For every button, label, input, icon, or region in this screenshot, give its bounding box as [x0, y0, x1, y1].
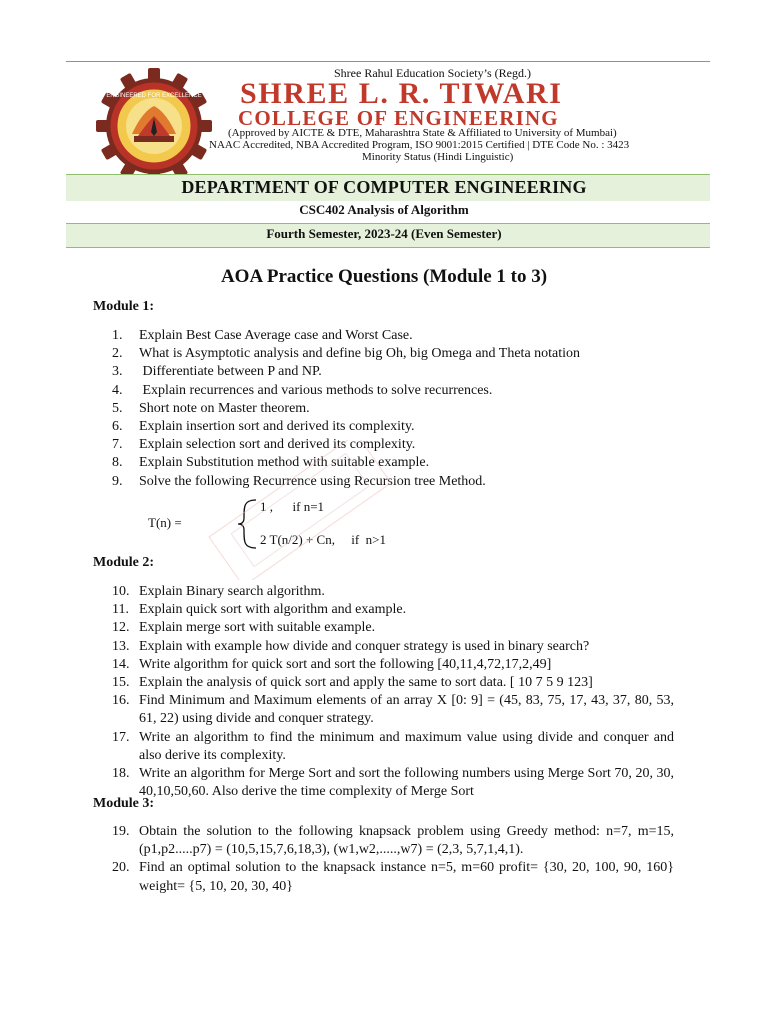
- question-item: 12. Explain merge sort with suitable example.: [112, 620, 376, 636]
- question-item: 10. Explain Binary search algorithm.: [112, 584, 325, 599]
- college-logo: [95, 67, 213, 185]
- question-item: 16. Find Minimum and Maximum elements of an array X [0: 9] = (45, 83, 75, 17, 43, 37, 80, 53, 61, 22) using divide and conquer strategy.: [112, 693, 674, 727]
- recurrence-case-1: 1 , if n=1: [260, 499, 325, 514]
- question-item: 19. Obtain the solution to the following knapsack problem using Greedy method: n=7, m=15, (p1,p2.....p7) = (10,5,15,7,6,18,3), (w1,w2,.....,w7) = (2,3, 5,7,1,4,1).: [112, 824, 674, 858]
- question-item: 1. Explain Best Case Average case and Worst Case.: [112, 328, 413, 343]
- society-name: Shree Rahul Education Society’s (Regd.): [334, 66, 531, 80]
- module-2-heading: Module 2:: [93, 555, 155, 570]
- approval-line: (Approved by AICTE & DTE, Maharashtra State & Affiliated to University of Mumbai): [228, 127, 617, 139]
- question-item: 8. Explain Substitution method with suitable example.: [112, 455, 430, 471]
- accreditation-line: NAAC Accredited, NBA Accredited Program, ISO 9001:2015 Certified | DTE Code No. : 3423: [209, 139, 630, 151]
- question-item: 20. Find an optimal solution to the knapsack instance n=5, m=60 profit= {30, 20, 100, 90, 160} weight= {5, 10, 20, 30, 40}: [112, 860, 674, 894]
- question-item: 14. Write algorithm for quick sort and sort the following [40,11,4,72,17,2,49]: [112, 656, 552, 672]
- minority-status: Minority Status (Hindi Linguistic): [362, 151, 514, 163]
- question-item: 5. Short note on Master theorem.: [112, 400, 310, 416]
- question-item: 3. Differentiate between P and NP.: [112, 364, 322, 380]
- college-name-line1: SHREE L. R. TIWARI: [240, 77, 563, 110]
- page-title: AOA Practice Questions (Module 1 to 3): [220, 266, 548, 287]
- question-item: 18. Write an algorithm for Merge Sort and sort the following numbers using Merge Sort 70, 20, 30, 40,10,50,60. Also derive the time complexity of Merge Sort: [112, 766, 674, 800]
- module-3-heading: Module 3:: [93, 796, 155, 811]
- question-item: 9. Solve the following Recurrence using Recursion tree Method.: [112, 473, 486, 489]
- recurrence-case-2: 2 T(n/2) + Cn, if n>1: [260, 532, 387, 547]
- question-item: 15. Explain the analysis of quick sort and apply the same to sort data. [ 10 7 5 9 123]: [112, 675, 593, 691]
- module-1-questions: [112, 327, 674, 491]
- question-item: 4. Explain recurrences and various methods to solve recurrences.: [112, 382, 493, 398]
- top-rule: [66, 61, 710, 62]
- question-item: 17. Write an algorithm to find the minimum and maximum value using divide and conquer and also derive its complexity.: [112, 729, 674, 763]
- semester-title: Fourth Semester, 2023-24 (Even Semester): [266, 226, 502, 241]
- recurrence-lhs: T(n) =: [148, 515, 182, 530]
- module-1-heading: Module 1:: [93, 299, 155, 314]
- logo-motto: ENGINEERED FOR EXCELLENCE: [106, 93, 202, 99]
- curly-brace-icon: [198, 498, 258, 550]
- question-item: 7. Explain selection sort and derived its complexity.: [112, 437, 416, 453]
- question-item: 13. Explain with example how divide and conquer strategy is used in binary search?: [112, 638, 590, 654]
- recurrence-equation: [148, 498, 448, 550]
- question-item: 6. Explain insertion sort and derived its complexity.: [112, 419, 415, 435]
- question-item: 2. What is Asymptotic analysis and define big Oh, big Omega and Theta notation: [112, 346, 581, 362]
- question-item: 11. Explain quick sort with algorithm and example.: [112, 602, 407, 618]
- course-title: CSC402 Analysis of Algorithm: [299, 202, 469, 217]
- module-3-questions: [112, 823, 674, 896]
- college-name-line2: COLLEGE OF ENGINEERING: [238, 106, 559, 130]
- module-2-questions: [112, 583, 674, 801]
- department-title: DEPARTMENT OF COMPUTER ENGINEERING: [181, 177, 587, 197]
